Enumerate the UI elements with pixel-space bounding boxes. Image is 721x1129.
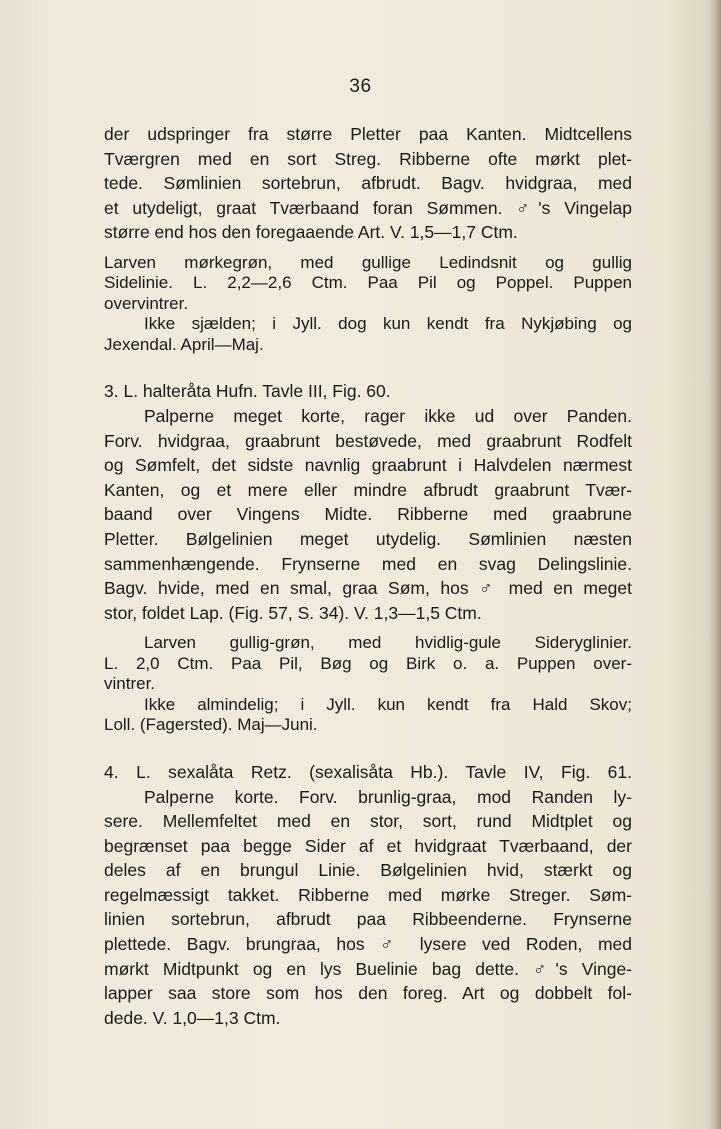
text-line: Palperne korte. Forv. brunlig-graa, mod Randen ly- xyxy=(144,786,632,807)
text-line: plettede. Bagv. brungraa, hos ♂ lysere ved Roden, med xyxy=(104,934,632,955)
text-line: et utydeligt, graat Tværbaand foran Sømmen. ♂'s Vingelap xyxy=(104,197,632,218)
species-entry-halterata xyxy=(104,379,632,625)
text-line: større end hos den foregaaende Art. V. 1,5—1,7 Ctm. xyxy=(104,222,518,243)
text-line: regelmæssigt takket. Ribberne med mørke Streger. Søm- xyxy=(104,884,632,905)
text-line: Larven mørkegrøn, med gullige Ledindsnit og gullig xyxy=(104,252,632,272)
text-line: Ikke almindelig; i Jyll. kun kendt fra Hald Skov; xyxy=(144,694,632,714)
page-number: 36 xyxy=(349,76,372,97)
text-line: Kanten, og et mere eller mindre afbrudt graabrunt Tvær- xyxy=(104,479,632,500)
page-body xyxy=(104,122,632,1030)
text-line: begrænset paa begge Sider af et hvidgraat Tværbaand, der xyxy=(104,835,632,856)
text-line: Tværgren med en sort Streg. Ribberne ofte mørkt plet- xyxy=(104,148,632,169)
text-line: overvintrer. xyxy=(104,293,189,313)
text-line: sammenhængende. Frynserne med en svag Delingslinie. xyxy=(104,553,632,574)
species-heading: 3. L. halteråta Hufn. Tavle III, Fig. 60. xyxy=(104,381,391,402)
text-line: Sidelinie. L. 2,2—2,6 Ctm. Paa Pil og Poppel. Puppen xyxy=(104,273,632,293)
text-line: der udspringer fra større Pletter paa Kanten. Midtcellens xyxy=(104,124,632,144)
text-line: Jexendal. April—Maj. xyxy=(104,334,264,354)
text-line: baand over Vingens Midte. Ribberne med graabrune xyxy=(104,504,632,525)
text-line: stor, foldet Lap. (Fig. 57, S. 34). V. 1,3—1,5 Ctm. xyxy=(104,602,482,623)
species-heading: 4. L. sexalåta Retz. (sexalisåta Hb.). Tavle IV, Fig. 61. xyxy=(104,761,632,782)
text-line: Palperne meget korte, rager ikke ud over Panden. xyxy=(144,406,632,427)
text-line: og Sømfelt, det sidste navnlig graabrunt i Halvdelen nærmest xyxy=(104,455,632,476)
paragraph-larva-note xyxy=(104,633,632,736)
text-line: tede. Sømlinien sortebrun, afbrudt. Bagv. hvidgraa, med xyxy=(104,173,632,194)
page-edge-shadow xyxy=(707,0,721,1129)
text-line: Bagv. hvide, med en smal, graa Søm, hos ♂ med en meget xyxy=(104,578,632,599)
text-line: Pletter. Bølgelinien meget utydelig. Sømlinien næsten xyxy=(104,529,632,550)
text-line: L. 2,0 Ctm. Paa Pil, Bøg og Birk o. a. Puppen over- xyxy=(104,653,632,673)
species-entry-sexalata xyxy=(104,760,632,1031)
text-line: Loll. (Fagersted). Maj—Juni. xyxy=(104,715,318,735)
text-line: Larven gullig-grøn, med hvidlig-gule Sideryglinier. xyxy=(144,633,632,653)
text-line: linien sortebrun, afbrudt paa Ribbeenderne. Frynserne xyxy=(104,909,632,930)
text-line: dede. V. 1,0—1,3 Ctm. xyxy=(104,1007,281,1028)
text-line: Forv. hvidgraa, graabrunt bestøvede, med graabrunt Rodfelt xyxy=(104,430,632,451)
paragraph-larva-note xyxy=(104,253,632,356)
text-line: lapper saa store som hos den foreg. Art og dobbelt fol- xyxy=(104,983,632,1004)
text-line: deles af en brungul Linie. Bølgelinien hvid, stærkt og xyxy=(104,860,632,881)
text-line: Ikke sjælden; i Jyll. dog kun kendt fra Nykjøbing og xyxy=(144,314,632,334)
text-line: vintrer. xyxy=(104,674,156,694)
paragraph-description-continued xyxy=(104,122,632,245)
text-line: sere. Mellemfeltet med en stor, sort, rund Midtplet og xyxy=(104,811,632,832)
text-line: mørkt Midtpunkt og en lys Buelinie bag dette. ♂'s Vinge- xyxy=(104,958,632,979)
